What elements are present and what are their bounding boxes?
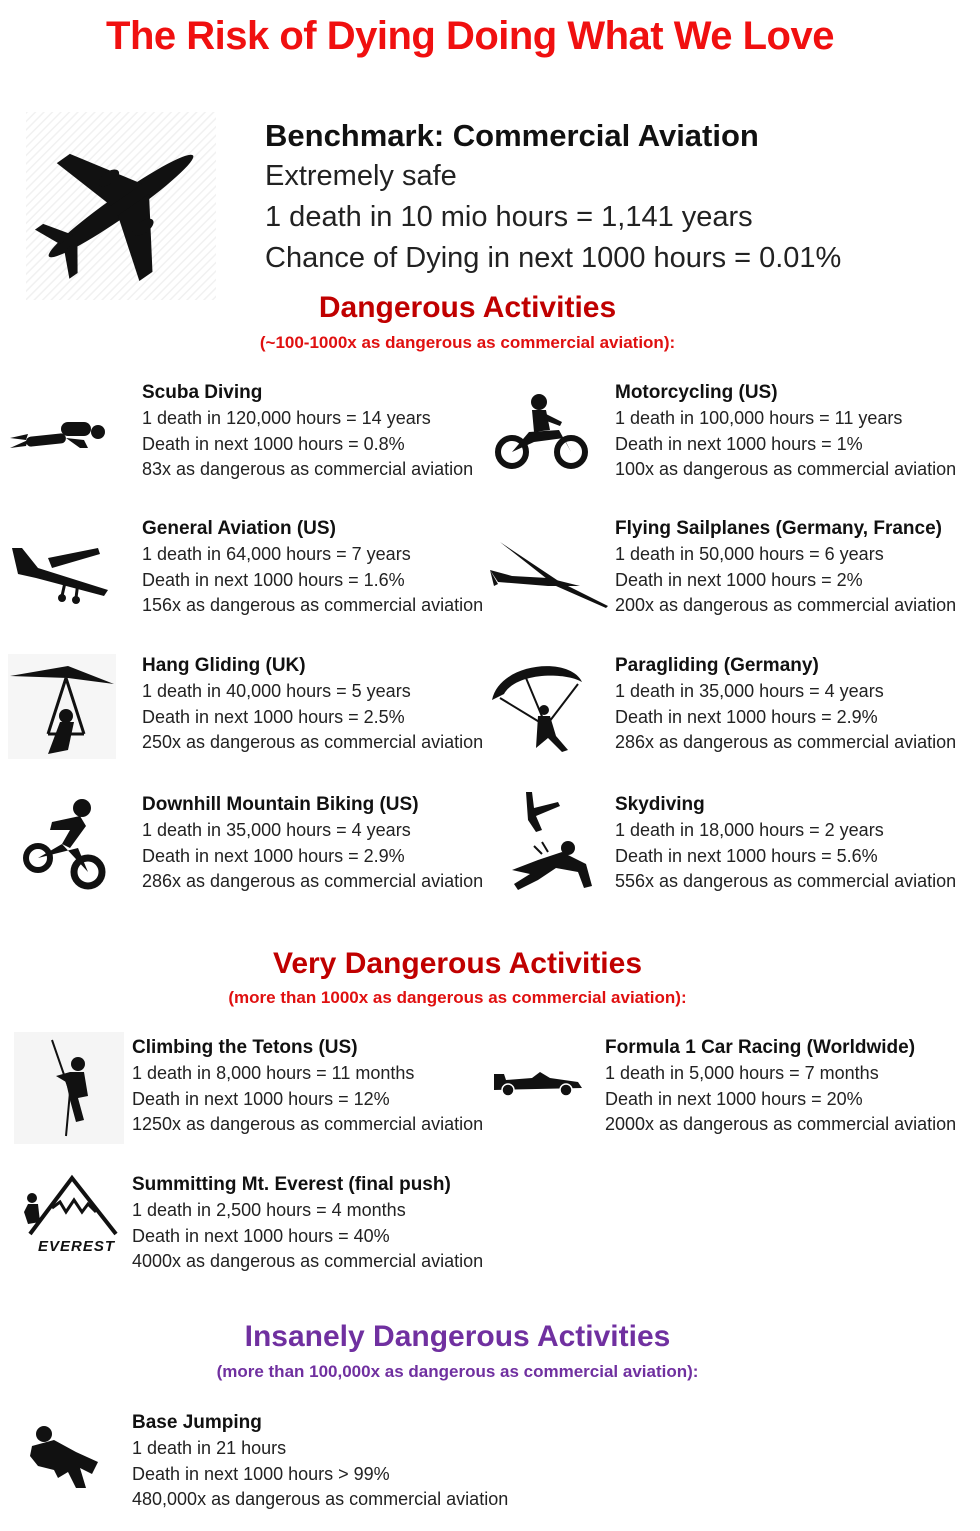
activity-chance: Death in next 1000 hours = 2.9% xyxy=(142,845,405,866)
activity-rate: 1 death in 5,000 hours = 7 months xyxy=(605,1063,879,1083)
race-car-icon xyxy=(492,1068,584,1101)
activity-rate: 1 death in 40,000 hours = 5 years xyxy=(142,681,411,701)
hang-glider-icon xyxy=(8,654,116,764)
activity-rate: 1 death in 100,000 hours = 11 years xyxy=(615,408,903,428)
activity-name: Downhill Mountain Biking (US) xyxy=(142,794,419,815)
activity-name: Base Jumping xyxy=(132,1412,262,1433)
activity-ratio: 156x as dangerous as commercial aviation xyxy=(142,595,484,615)
activity-chance: Death in next 1000 hours = 2% xyxy=(615,569,863,590)
activity-rate: 1 death in 8,000 hours = 11 months xyxy=(132,1063,415,1083)
activity-rate: 1 death in 120,000 hours = 14 years xyxy=(142,408,431,428)
very-dangerous-section-subtitle: (more than 1000x as dangerous as commercial aviation): xyxy=(228,988,687,1007)
activity-general-aviation xyxy=(142,516,483,619)
base-jumper-icon xyxy=(28,1422,100,1495)
glider-icon xyxy=(488,540,608,615)
page-title: The Risk of Dying Doing What We Love xyxy=(106,14,834,58)
skydiver-icon xyxy=(508,790,598,900)
activity-name: Scuba Diving xyxy=(142,382,263,403)
dangerous-section-title: Dangerous Activities xyxy=(318,291,617,324)
activity-ratio: 1250x as dangerous as commercial aviation xyxy=(132,1114,484,1134)
activity-chance: Death in next 1000 hours = 12% xyxy=(132,1088,390,1109)
activity-name: Flying Sailplanes (Germany, France) xyxy=(615,518,942,539)
activity-rate: 1 death in 21 hours xyxy=(132,1438,287,1458)
activity-name: Climbing the Tetons (US) xyxy=(132,1037,358,1058)
activity-chance: Death in next 1000 hours = 20% xyxy=(605,1088,863,1109)
benchmark-block xyxy=(265,116,841,279)
activity-paragliding xyxy=(615,653,956,756)
activity-ratio: 2000x as dangerous as commercial aviation xyxy=(605,1114,957,1134)
activity-ratio: 100x as dangerous as commercial aviation xyxy=(615,459,957,479)
climber-icon xyxy=(14,1032,124,1149)
benchmark-heading: Benchmark: Commercial Aviation xyxy=(265,118,759,153)
small-plane-icon xyxy=(8,540,113,610)
activity-ratio: 200x as dangerous as commercial aviation xyxy=(615,595,957,615)
activity-mountain-biking xyxy=(142,792,483,895)
activity-ratio: 83x as dangerous as commercial aviation xyxy=(142,459,474,479)
activity-skydiving xyxy=(615,792,956,895)
activity-name: Skydiving xyxy=(615,794,705,815)
activity-ratio: 286x as dangerous as commercial aviation xyxy=(615,732,957,752)
activity-base-jumping xyxy=(132,1410,508,1513)
airplane-icon xyxy=(26,112,216,300)
benchmark-line: Chance of Dying in next 1000 hours = 0.01% xyxy=(265,242,842,274)
everest-icon xyxy=(20,1172,120,1267)
activity-motorcycling xyxy=(615,380,956,483)
activity-name: Motorcycling (US) xyxy=(615,382,778,403)
benchmark-line: 1 death in 10 mio hours = 1,141 years xyxy=(265,201,753,233)
activity-chance: Death in next 1000 hours = 5.6% xyxy=(615,845,878,866)
mountain-bike-icon xyxy=(22,794,108,899)
activity-ratio: 556x as dangerous as commercial aviation xyxy=(615,871,957,891)
activity-ratio: 286x as dangerous as commercial aviation xyxy=(142,871,484,891)
activity-chance: Death in next 1000 hours = 1% xyxy=(615,433,863,454)
dangerous-section-subtitle: (~100-1000x as dangerous as commercial aviation): xyxy=(259,333,676,352)
activity-chance: Death in next 1000 hours = 40% xyxy=(132,1225,390,1246)
activity-chance: Death in next 1000 hours > 99% xyxy=(132,1463,390,1484)
activity-name: Formula 1 Car Racing (Worldwide) xyxy=(605,1037,916,1058)
scuba-diver-icon xyxy=(6,410,106,465)
activity-chance: Death in next 1000 hours = 2.5% xyxy=(142,706,405,727)
activity-sailplanes xyxy=(615,516,956,619)
activity-chance: Death in next 1000 hours = 2.9% xyxy=(615,706,878,727)
activity-chance: Death in next 1000 hours = 0.8% xyxy=(142,433,405,454)
activity-rate: 1 death in 35,000 hours = 4 years xyxy=(615,681,884,701)
insanely-dangerous-section-subtitle: (more than 100,000x as dangerous as commercial aviation): xyxy=(216,1362,699,1381)
activity-name: Summitting Mt. Everest (final push) xyxy=(132,1174,451,1195)
activity-formula-1 xyxy=(605,1035,956,1138)
activity-rate: 1 death in 64,000 hours = 7 years xyxy=(142,544,411,564)
activity-ratio: 480,000x as dangerous as commercial aviation xyxy=(132,1489,509,1509)
activity-chance: Death in next 1000 hours = 1.6% xyxy=(142,569,405,590)
motorcycle-icon xyxy=(494,392,589,477)
activity-rate: 1 death in 2,500 hours = 4 months xyxy=(132,1200,406,1220)
activity-hang-gliding xyxy=(142,653,483,756)
activity-everest xyxy=(132,1172,483,1275)
activity-name: Paragliding (Germany) xyxy=(615,655,819,676)
activity-ratio: 250x as dangerous as commercial aviation xyxy=(142,732,484,752)
activity-name: General Aviation (US) xyxy=(142,518,336,539)
activity-rate: 1 death in 50,000 hours = 6 years xyxy=(615,544,884,564)
paraglider-icon xyxy=(486,654,586,759)
activity-scuba-diving xyxy=(142,380,473,483)
benchmark-line: Extremely safe xyxy=(265,160,457,192)
activity-name: Hang Gliding (UK) xyxy=(142,655,306,676)
activity-ratio: 4000x as dangerous as commercial aviation xyxy=(132,1251,484,1271)
activity-rate: 1 death in 35,000 hours = 4 years xyxy=(142,820,411,840)
insanely-dangerous-section-title: Insanely Dangerous Activities xyxy=(244,1320,671,1353)
activity-climbing-tetons xyxy=(132,1035,483,1138)
everest-icon-label: EVEREST xyxy=(38,1238,116,1255)
activity-rate: 1 death in 18,000 hours = 2 years xyxy=(615,820,884,840)
very-dangerous-section-title: Very Dangerous Activities xyxy=(272,947,643,980)
